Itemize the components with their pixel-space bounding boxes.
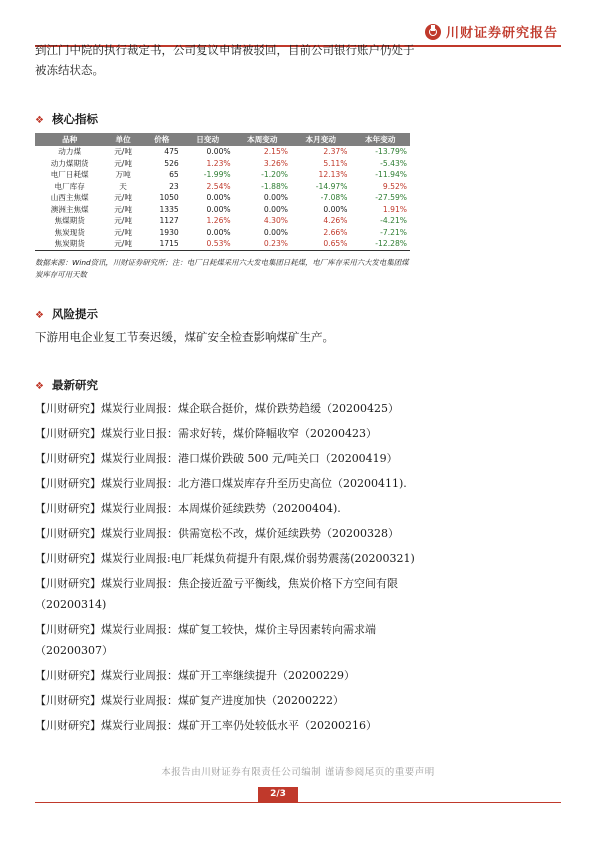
table-header-row [35,133,410,146]
research-list-item: 【川财研究】煤炭行业周报：本周煤价延续跌势（20200404). [35,502,341,515]
table-cell: 焦煤期货 [54,216,85,226]
table-cell: 0.53% [182,238,234,250]
table-cell: -4.21% [380,216,407,226]
table-cell: -14.97% [315,181,348,191]
table-row [35,181,410,193]
table-cell: 元/吨 [114,193,132,203]
table-cell: 1335 [159,204,179,214]
research-list-item: 【川财研究】煤炭行业日报：需求好转，煤价降幅收窄（20200423） [35,427,377,440]
table-cell: -1.20% [261,170,288,180]
table-row [35,227,410,239]
table-row [35,192,410,204]
table-cell: 焦炭现货 [54,227,85,237]
table-row [35,215,410,227]
table-header-cell: 本周变动 [234,133,291,146]
table-cell: 动力煤 [58,147,82,157]
table-row [35,204,410,216]
table-cell: -5.43% [380,158,407,168]
research-list-item: 【川财研究】煤炭行业周报：北方港口煤炭库存升至历史高位（20200411). [35,477,407,490]
table-cell: 元/吨 [114,227,132,237]
table-row [35,238,410,250]
section-title: 风险提示 [51,307,98,321]
report-header-brand [425,22,558,41]
table-source-note: 数据来源：Wind资讯，川财证券研究所；注：电厂日耗煤采用六大发电集团日耗煤，电厂库存采用六大发电集团煤炭库存可用天数 [35,258,409,279]
table-cell: 65 [169,170,179,180]
table-cell: -1.88% [261,181,288,191]
research-list-item: 【川财研究】煤炭行业周报：煤矿开工率仍处较低水平（20200216） [35,719,377,732]
table-cell: 0.00% [206,204,231,214]
table-cell: 0.23% [234,238,291,250]
table-cell: 元/吨 [104,238,141,250]
section-risk [35,306,98,322]
table-cell: 元/吨 [114,204,132,214]
chuancai-logo-icon [425,24,441,40]
table-cell: 0.00% [206,147,231,157]
table-cell: 0.00% [263,204,288,214]
diamond-bullet-icon: ❖ [35,310,44,321]
table-cell: 元/吨 [114,158,132,168]
table-cell: 电厂库存 [54,181,85,191]
table-cell: 元/吨 [114,147,132,157]
table-cell: 焦炭期货 [35,238,104,250]
table-cell: 1050 [159,193,179,203]
diamond-bullet-icon: ❖ [35,115,44,126]
table-row [35,146,410,158]
intro-paragraph: 到江门中院的执行裁定书，公司复议申请被驳回，目前公司银行账户仍处于被冻结状态。 [35,43,415,77]
table-cell: -1.99% [203,170,231,180]
table-header-cell: 单位 [104,133,141,146]
table-cell: -11.94% [375,170,407,180]
table-cell: 1930 [159,227,179,237]
table-cell: 0.00% [323,204,348,214]
table-header-cell: 日变动 [182,133,234,146]
research-list-item: 【川财研究】煤炭行业周报：煤矿复产进度加快（20200222） [35,694,344,707]
risk-paragraph: 下游用电企业复工节奏迟缓，煤矿安全检查影响煤矿生产。 [35,330,334,344]
table-cell: 1.26% [206,216,231,226]
table-cell: 526 [164,158,179,168]
footer-disclaimer: 本报告由川财证券有限责任公司编制 谨请参阅尾页的重要声明 [161,767,435,778]
section-latest-research [35,377,98,393]
table-cell: 0.00% [206,193,231,203]
table-header-cell: 价格 [142,133,182,146]
table-cell: 4.26% [323,216,348,226]
table-cell: 0.00% [263,193,288,203]
table-cell: 475 [164,147,179,157]
table-cell: 2.15% [263,147,288,157]
table-header-cell: 本月变动 [291,133,350,146]
table-cell: 5.11% [323,158,348,168]
table-cell: 动力煤期货 [50,158,89,168]
diamond-bullet-icon: ❖ [35,381,44,392]
table-header-cell: 品种 [35,133,104,146]
section-title: 核心指标 [51,112,98,126]
table-cell: -12.28% [350,238,410,250]
table-cell: -7.21% [380,227,407,237]
table-cell: 2.66% [323,227,348,237]
research-list-item: 【川财研究】煤炭行业周报：煤企联合挺价，煤价跌势趋缓（20200425） [35,402,399,415]
table-row [35,158,410,170]
table-cell: 2.37% [323,147,348,157]
table-cell: 1715 [142,238,182,250]
table-cell: -13.79% [375,147,407,157]
table-cell: 23 [169,181,179,191]
table-header-cell: 本年变动 [350,133,410,146]
table-cell: 山西主焦煤 [50,193,89,203]
table-row [35,169,410,181]
section-title: 最新研究 [51,378,98,392]
table-cell: 0.00% [206,227,231,237]
research-list-item: 【川财研究】煤炭行业周报：焦企接近盈亏平衡线，焦炭价格下方空间有限（20200314) [35,577,398,611]
research-list-item: 【川财研究】煤炭行业周报：港口煤价跌破 500 元/吨关口（20200419） [35,452,398,465]
table-cell: 0.65% [291,238,350,250]
page-number: 2/3 [258,787,298,802]
table-cell: 元/吨 [114,216,132,226]
table-cell: -7.08% [320,193,348,203]
table-cell: -27.59% [375,193,407,203]
research-list-item: 【川财研究】煤炭行业周报：供需宽松不改，煤价延续跌势（20200328） [35,527,399,540]
table-cell: 3.26% [263,158,288,168]
table-cell: 天 [119,181,127,191]
research-list-item: 【川财研究】煤炭行业周报:电厂耗煤负荷提升有限,煤价弱势震荡(20200321) [35,552,415,565]
table-cell: 9.52% [382,181,407,191]
table-cell: 12.13% [318,170,348,180]
table-cell: 0.00% [263,227,288,237]
table-cell: 电厂日耗煤 [50,170,89,180]
table-cell: 澳洲主焦煤 [50,204,89,214]
table-cell: 2.54% [206,181,231,191]
report-brand-title: 川财证券研究报告 [445,26,558,41]
research-list-item: 【川财研究】煤炭行业周报：煤矿开工率继续提升（20200229） [35,669,355,682]
footer-divider [35,802,561,803]
research-list-item: 【川财研究】煤炭行业周报：煤矿复工较快，煤价主导因素转向需求端（20200307） [35,623,376,657]
table-cell: 万吨 [115,170,131,180]
table-cell: 4.30% [263,216,288,226]
table-cell: 1.23% [206,158,231,168]
table-cell: 1127 [159,216,179,226]
core-indicators-table [35,133,410,251]
research-list [35,398,415,740]
section-core-indicators [35,111,98,127]
table-cell: 1.91% [382,204,407,214]
